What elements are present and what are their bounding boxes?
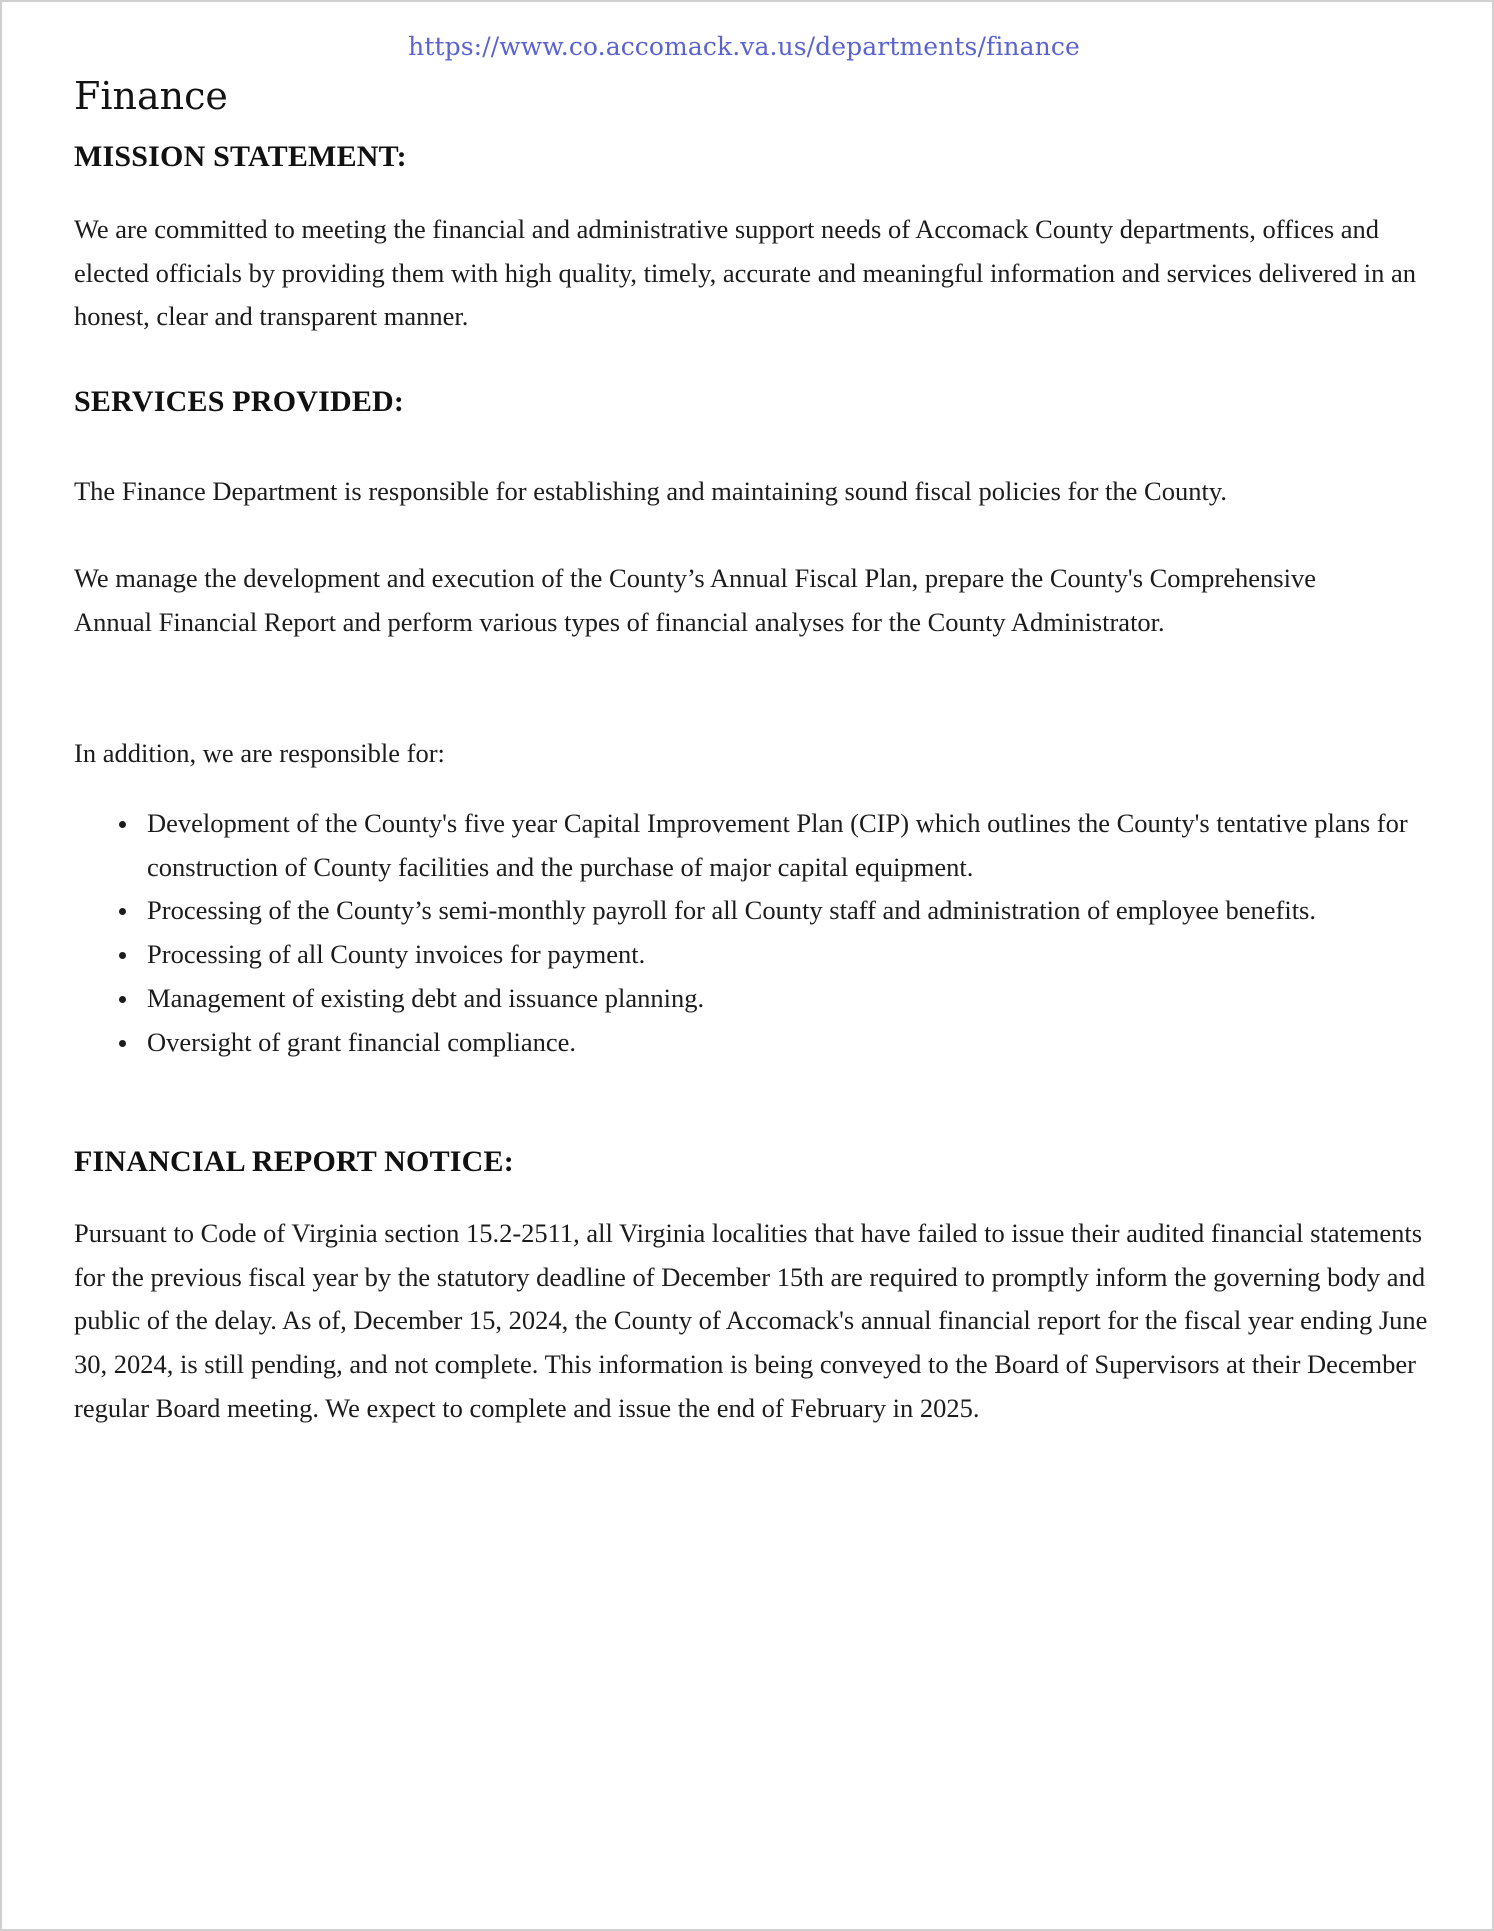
list-item-text: Processing of all County invoices for payment.	[147, 939, 646, 970]
mission-statement-text: We are committed to meeting the financial and administrative support needs of Accomack County departments, offices and elected officials by providing them with high quality, timely, accurate and meaningful information and services delivered in an honest, clear and transparent manner.	[74, 214, 1417, 332]
list-item	[74, 1021, 1434, 1065]
services-fiscal-plan-paragraph: We manage the development and execution of the County’s Annual Fiscal Plan, prepare the County's Comprehensive Annual Financial Report and perform various types of financial analyses for the County Administrator.	[74, 563, 1316, 637]
list-item-text: Management of existing debt and issuance planning.	[147, 982, 705, 1013]
mission-statement-heading: MISSION STATEMENT:	[74, 140, 407, 173]
services-provided-heading: SERVICES PROVIDED:	[74, 385, 405, 418]
bullet-icon	[119, 1040, 126, 1047]
bullet-icon	[119, 952, 126, 959]
bullet-icon	[119, 821, 126, 828]
financial-report-notice-text: Pursuant to Code of Virginia section 15.2-2511, all Virginia localities that have failed to issue their audited financial statements for the previous fiscal year by the statutory deadline of December 15th are required to promptly inform the governing body and public of the delay. As of, December 15, 2024, the County of Accomack's annual financial report for the fiscal year ending June 30, 2024, is still pending, and not complete. This information is being conveyed to the Board of Supervisors at their December regular Board meeting. We expect to complete and issue the end of February in 2025.	[74, 1218, 1428, 1423]
list-item	[74, 977, 1434, 1021]
list-item-text: Development of the County's five year Capital Improvement Plan (CIP) which outlines the County's tentative plans for construction of County facilities and the purchase of major capital equipment.	[147, 808, 1408, 882]
responsibilities-list	[74, 802, 1434, 1064]
list-item	[74, 933, 1434, 977]
list-item	[74, 802, 1434, 889]
services-intro-paragraph: The Finance Department is responsible for establishing and maintaining sound fiscal policies for the County.	[74, 476, 1227, 506]
financial-report-notice-heading: FINANCIAL REPORT NOTICE:	[74, 1145, 514, 1178]
bullet-icon	[119, 908, 126, 915]
services-responsibilities-intro: In addition, we are responsible for:	[74, 738, 445, 768]
bullet-icon	[119, 996, 126, 1003]
page-title: Finance	[74, 74, 228, 118]
list-item-text: Processing of the County’s semi-monthly payroll for all County staff and administration of employee benefits.	[147, 895, 1316, 926]
source-url-link[interactable]: https://www.co.accomack.va.us/departments/finance	[408, 32, 1080, 61]
list-item-text: Oversight of grant financial compliance.	[147, 1026, 576, 1057]
list-item	[74, 889, 1434, 933]
